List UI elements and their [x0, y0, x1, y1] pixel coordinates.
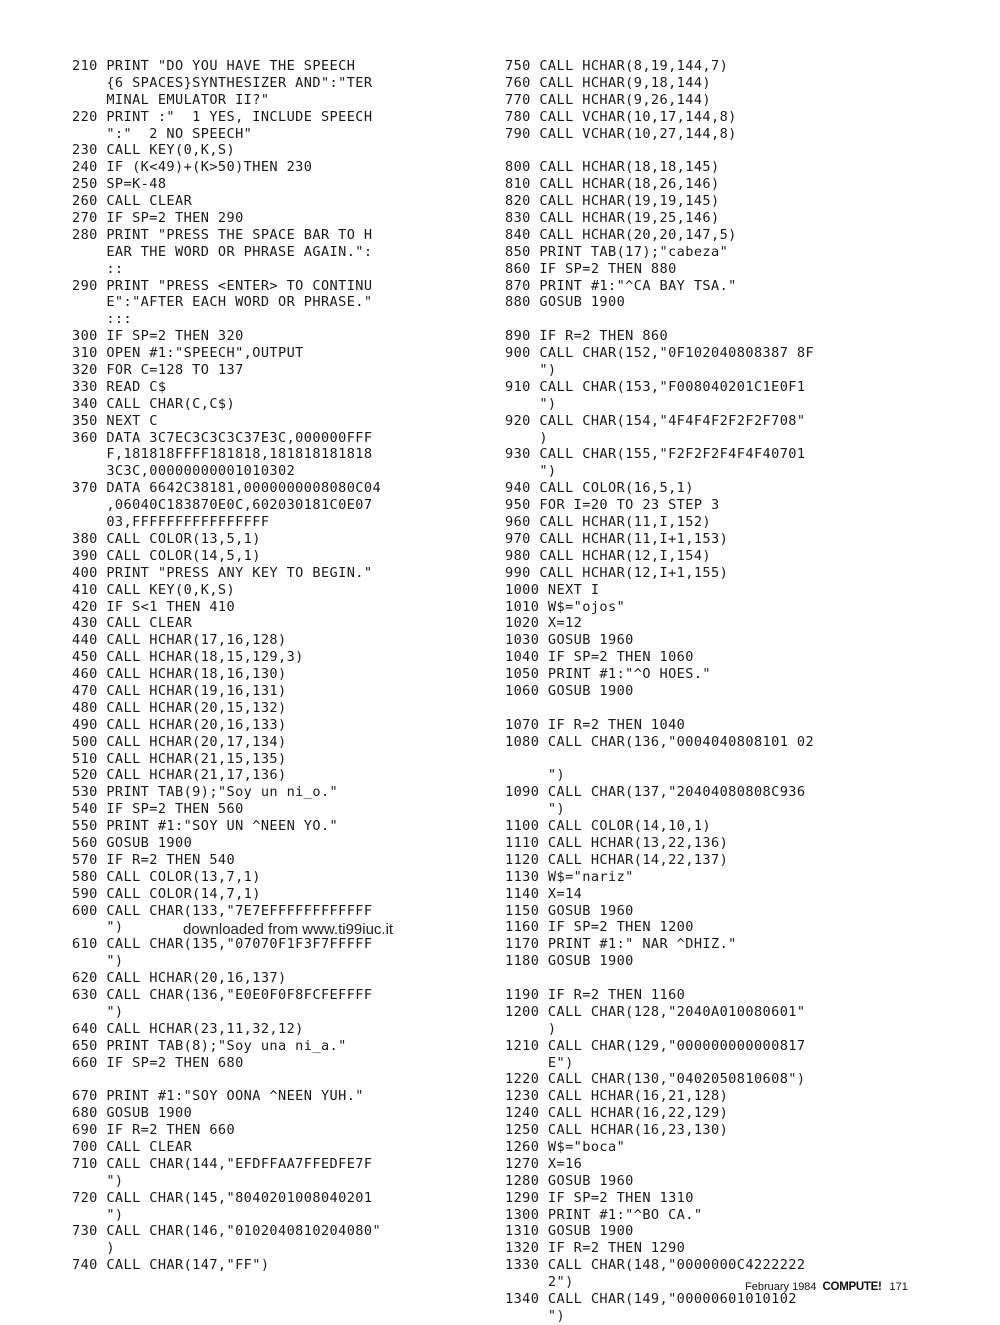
- code-line: 1160 IF SP=2 THEN 1200: [505, 919, 694, 936]
- code-line: ::: [72, 260, 124, 277]
- code-line: 1060 GOSUB 1900: [505, 682, 634, 699]
- code-line: 720 CALL CHAR(145,"8040201008040201: [72, 1189, 373, 1206]
- code-line: 610 CALL CHAR(135,"07070F1F3F7FFFFF: [72, 936, 373, 953]
- code-line: 1230 CALL HCHAR(16,21,128): [505, 1088, 729, 1105]
- code-line: 830 CALL HCHAR(19,25,146): [505, 210, 720, 227]
- code-line: 1150 GOSUB 1960: [505, 902, 634, 919]
- code-line: ":" 2 NO SPEECH": [72, 125, 253, 142]
- code-line: 630 CALL CHAR(136,"E0E0F0F8FCFEFFFF: [72, 986, 373, 1003]
- code-line: 820 CALL HCHAR(19,19,145): [505, 193, 720, 210]
- code-line: 1330 CALL CHAR(148,"0000000C4222222: [505, 1257, 806, 1274]
- left-code-column: [72, 58, 492, 1274]
- download-watermark: downloaded from www.ti99iuc.it: [183, 921, 394, 938]
- right-code-column: [505, 58, 935, 1325]
- code-line: MINAL EMULATOR II?": [72, 91, 270, 108]
- code-line: 1110 CALL HCHAR(13,22,136): [505, 834, 729, 851]
- code-line: 600 CALL CHAR(133,"7E7EFFFFFFFFFFFF: [72, 902, 373, 919]
- code-line: 480 CALL HCHAR(20,15,132): [72, 699, 287, 716]
- line-gap: [505, 700, 935, 717]
- code-line: 910 CALL CHAR(153,"F008040201C1E0F1: [505, 378, 806, 395]
- code-line: 810 CALL HCHAR(18,26,146): [505, 176, 720, 193]
- code-line: 660 IF SP=2 THEN 680: [72, 1054, 244, 1071]
- code-line: 260 CALL CLEAR: [72, 193, 193, 210]
- code-line: 1210 CALL CHAR(129,"000000000000817: [505, 1037, 806, 1054]
- code-line: 410 CALL KEY(0,K,S): [72, 581, 236, 598]
- code-line: 870 PRINT #1:"^CA BAY TSA.": [505, 277, 737, 294]
- code-line: 210 PRINT "DO YOU HAVE THE SPEECH: [72, 58, 356, 74]
- code-line: 560 GOSUB 1900: [72, 834, 193, 851]
- line-gap: [72, 1071, 492, 1088]
- code-line: 990 CALL HCHAR(12,I+1,155): [505, 564, 729, 581]
- code-line: 1240 CALL HCHAR(16,22,129): [505, 1105, 729, 1122]
- code-line: 740 CALL CHAR(147,"FF"): [72, 1257, 270, 1274]
- code-line: 500 CALL HCHAR(20,17,134): [72, 733, 287, 750]
- code-line: 2"): [505, 1274, 574, 1291]
- code-line: 1040 IF SP=2 THEN 1060: [505, 649, 694, 666]
- code-line: "): [505, 362, 557, 379]
- code-line: "): [505, 1307, 566, 1324]
- code-line: 400 PRINT "PRESS ANY KEY TO BEGIN.": [72, 564, 373, 581]
- code-line: 1200 CALL CHAR(128,"2040A010080601": [505, 1003, 806, 1020]
- code-line: 800 CALL HCHAR(18,18,145): [505, 159, 720, 176]
- code-line: 700 CALL CLEAR: [72, 1139, 193, 1155]
- code-line: 460 CALL HCHAR(18,16,130): [72, 666, 287, 683]
- code-line: 960 CALL HCHAR(11,I,152): [505, 514, 712, 531]
- code-line: 1030 GOSUB 1960: [505, 632, 634, 649]
- code-line: E"): [505, 1054, 574, 1071]
- line-gap: [505, 142, 935, 159]
- code-line: 360 DATA 3C7EC3C3C3C37E3C,000000FFF: [72, 429, 373, 446]
- code-line: 650 PRINT TAB(8);"Soy una ni_a.": [72, 1037, 347, 1054]
- code-line: E":"AFTER EACH WORD OR PHRASE.": [72, 294, 373, 311]
- code-line: 370 DATA 6642C38181,0000000008080C04: [72, 480, 382, 497]
- code-line: 1010 W$="ojos": [505, 598, 626, 615]
- code-line: 1270 X=16: [505, 1155, 583, 1172]
- page-footer: [745, 1281, 985, 1293]
- code-line: 450 CALL HCHAR(18,15,129,3): [72, 649, 304, 666]
- code-line: 730 CALL CHAR(146,"0102040810204080": [72, 1223, 382, 1240]
- code-line: 340 CALL CHAR(C,C$): [72, 395, 236, 412]
- code-line: ): [505, 1020, 557, 1037]
- code-line: 1120 CALL HCHAR(14,22,137): [505, 851, 729, 868]
- code-line: 1170 PRINT #1:" NAR ^DHIZ.": [505, 936, 737, 953]
- code-line: 520 CALL HCHAR(21,17,136): [72, 767, 287, 784]
- page-number: 171: [889, 1281, 908, 1293]
- code-line: 1250 CALL HCHAR(16,23,130): [505, 1122, 729, 1139]
- code-line: 1080 CALL CHAR(136,"0004040808101 02: [505, 733, 815, 750]
- line-gap: [505, 751, 935, 768]
- code-line: 640 CALL HCHAR(23,11,32,12): [72, 1020, 304, 1037]
- code-line: 850 PRINT TAB(17);"cabeza": [505, 243, 729, 260]
- code-line: ,06040C183870E0C,602030181C0E07: [72, 497, 373, 514]
- code-line: 250 SP=K-48: [72, 176, 167, 193]
- code-line: 780 CALL VCHAR(10,17,144,8): [505, 108, 737, 125]
- code-line: {6 SPACES}SYNTHESIZER AND":"TER: [72, 74, 373, 91]
- code-line: 530 PRINT TAB(9);"Soy un ni_o.": [72, 784, 339, 801]
- code-line: 390 CALL COLOR(14,5,1): [72, 547, 261, 564]
- code-line: 1140 X=14: [505, 885, 583, 902]
- code-line: 1190 IF R=2 THEN 1160: [505, 986, 686, 1003]
- code-line: 570 IF R=2 THEN 540: [72, 851, 236, 868]
- code-line: ): [72, 1240, 115, 1257]
- code-line: 750 CALL HCHAR(8,19,144,7): [505, 58, 729, 74]
- code-line: 590 CALL COLOR(14,7,1): [72, 885, 261, 902]
- code-line: 540 IF SP=2 THEN 560: [72, 801, 244, 818]
- code-line: ): [505, 429, 548, 446]
- code-line: F,181818FFFF181818,181818181818: [72, 446, 373, 463]
- code-line: "): [505, 801, 566, 818]
- code-line: "): [505, 767, 566, 784]
- code-line: 470 CALL HCHAR(19,16,131): [72, 682, 287, 699]
- code-line: 920 CALL CHAR(154,"4F4F4F2F2F2F708": [505, 412, 806, 429]
- code-line: 1290 IF SP=2 THEN 1310: [505, 1189, 694, 1206]
- code-line: 330 READ C$: [72, 378, 167, 395]
- code-line: 1310 GOSUB 1900: [505, 1223, 634, 1240]
- code-line: 940 CALL COLOR(16,5,1): [505, 480, 694, 497]
- code-line: 670 PRINT #1:"SOY OONA ^NEEN YUH.": [72, 1088, 364, 1105]
- line-gap: [505, 970, 935, 987]
- code-line: 1020 X=12: [505, 615, 583, 632]
- code-line: 1340 CALL CHAR(149,"00000601010102: [505, 1291, 797, 1308]
- code-line: "): [72, 1003, 124, 1020]
- code-line: 350 NEXT C: [72, 412, 158, 429]
- code-line: "): [72, 919, 124, 936]
- code-line: 760 CALL HCHAR(9,18,144): [505, 74, 712, 91]
- code-line: 310 OPEN #1:"SPEECH",OUTPUT: [72, 345, 304, 362]
- code-line: "): [505, 463, 557, 480]
- code-line: 1280 GOSUB 1960: [505, 1172, 634, 1189]
- issue-date: February 1984: [745, 1281, 817, 1293]
- code-line: 240 IF (K<49)+(K>50)THEN 230: [72, 159, 313, 176]
- code-line: 930 CALL CHAR(155,"F2F2F2F4F4F40701: [505, 446, 806, 463]
- code-line: 420 IF S<1 THEN 410: [72, 598, 236, 615]
- code-line: 430 CALL CLEAR: [72, 615, 193, 632]
- code-line: 300 IF SP=2 THEN 320: [72, 328, 244, 345]
- code-line: 890 IF R=2 THEN 860: [505, 328, 669, 345]
- code-line: 510 CALL HCHAR(21,15,135): [72, 750, 287, 767]
- code-line: EAR THE WORD OR PHRASE AGAIN.":: [72, 243, 373, 260]
- code-line: 490 CALL HCHAR(20,16,133): [72, 716, 287, 733]
- code-line: 1300 PRINT #1:"^BO CA.": [505, 1206, 703, 1223]
- code-line: "): [72, 1206, 124, 1223]
- code-line: 840 CALL HCHAR(20,20,147,5): [505, 226, 737, 243]
- code-line: 770 CALL HCHAR(9,26,144): [505, 91, 712, 108]
- code-line: 580 CALL COLOR(13,7,1): [72, 868, 261, 885]
- code-line: 900 CALL CHAR(152,"0F102040808387 8F: [505, 345, 815, 362]
- code-line: 880 GOSUB 1900: [505, 294, 626, 311]
- line-gap: [505, 311, 935, 328]
- code-line: 790 CALL VCHAR(10,27,144,8): [505, 125, 737, 142]
- code-line: 220 PRINT :" 1 YES, INCLUDE SPEECH: [72, 108, 373, 125]
- code-line: 280 PRINT "PRESS THE SPACE BAR TO H: [72, 226, 373, 243]
- code-line: 320 FOR C=128 TO 137: [72, 362, 244, 379]
- code-line: 1180 GOSUB 1900: [505, 953, 634, 970]
- code-line: 1100 CALL COLOR(14,10,1): [505, 818, 712, 835]
- code-line: 1260 W$="boca": [505, 1139, 626, 1155]
- code-line: 3C3C,00000000001010302: [72, 463, 296, 480]
- code-line: "): [72, 1172, 124, 1189]
- code-line: 680 GOSUB 1900: [72, 1105, 193, 1122]
- code-line: 380 CALL COLOR(13,5,1): [72, 530, 261, 547]
- code-line: 290 PRINT "PRESS <ENTER> TO CONTINU: [72, 277, 373, 294]
- code-line: "): [505, 395, 557, 412]
- code-line: :::: [72, 311, 133, 328]
- code-line: 970 CALL HCHAR(11,I+1,153): [505, 530, 729, 547]
- code-line: 1070 IF R=2 THEN 1040: [505, 716, 686, 733]
- code-line: 1050 PRINT #1:"^O HOES.": [505, 666, 712, 683]
- code-line: 440 CALL HCHAR(17,16,128): [72, 632, 287, 649]
- code-line: 860 IF SP=2 THEN 880: [505, 260, 677, 277]
- code-line: 950 FOR I=20 TO 23 STEP 3: [505, 497, 720, 514]
- code-line: 980 CALL HCHAR(12,I,154): [505, 547, 712, 564]
- code-line: 1000 NEXT I: [505, 581, 600, 598]
- code-line: 1130 W$="nariz": [505, 868, 634, 885]
- code-line: 270 IF SP=2 THEN 290: [72, 210, 244, 227]
- code-line: 230 CALL KEY(0,K,S): [72, 142, 236, 159]
- code-line: 620 CALL HCHAR(20,16,137): [72, 970, 287, 987]
- code-line: 1090 CALL CHAR(137,"20404080808C936: [505, 784, 806, 801]
- code-line: 710 CALL CHAR(144,"EFDFFAA7FFEDFE7F: [72, 1155, 373, 1172]
- code-line: "): [72, 953, 124, 970]
- code-line: 690 IF R=2 THEN 660: [72, 1122, 236, 1139]
- code-line: 550 PRINT #1:"SOY UN ^NEEN YO.": [72, 818, 339, 835]
- code-line: 1220 CALL CHAR(130,"0402050810608"): [505, 1071, 806, 1088]
- code-line: 1320 IF R=2 THEN 1290: [505, 1240, 686, 1257]
- code-line: 03,FFFFFFFFFFFFFFFF: [72, 514, 270, 531]
- magazine-name: COMPUTE!: [822, 1281, 882, 1293]
